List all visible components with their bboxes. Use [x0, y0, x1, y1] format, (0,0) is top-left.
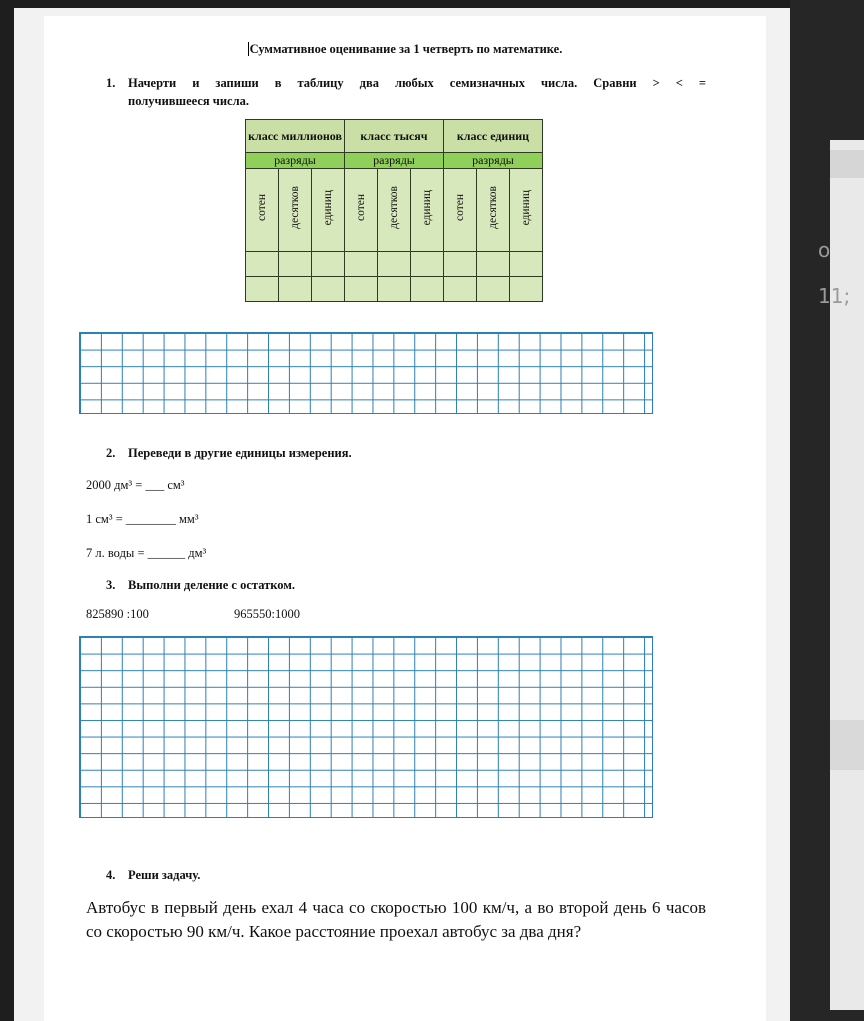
question-number: 4.	[106, 868, 116, 882]
digit-header: десятков	[378, 169, 411, 252]
division-example: 965550:1000	[234, 607, 300, 621]
conversion-item: 7 л. воды = ______ дм³	[86, 546, 207, 560]
question-number: 1.	[106, 76, 116, 90]
table-cell[interactable]	[510, 252, 543, 277]
table-cell[interactable]	[246, 252, 279, 277]
table-cell[interactable]	[345, 252, 378, 277]
table-cell[interactable]	[378, 252, 411, 277]
digit-header: десятков	[279, 169, 312, 252]
question-3	[106, 578, 295, 593]
text-cursor	[248, 42, 249, 56]
digit-header: десятков	[477, 169, 510, 252]
word-problem: Автобус в первый день ехал 4 часа со скоростью 100 км/ч, а во второй день 6 часов со скоростью 90 км/ч. Какое расстояние проехал автобус за два дня?	[86, 898, 706, 941]
table-cell[interactable]	[411, 277, 444, 302]
ranks-label: разряды	[444, 153, 543, 169]
table-cell[interactable]	[411, 252, 444, 277]
table-cell[interactable]	[246, 277, 279, 302]
question-text: Выполни деление с остатком.	[128, 578, 295, 592]
digit-header: сотен	[444, 169, 477, 252]
table-cell[interactable]	[477, 252, 510, 277]
table-cell[interactable]	[444, 252, 477, 277]
table-cell[interactable]	[279, 277, 312, 302]
document-page	[44, 16, 766, 1021]
digit-header: единиц	[411, 169, 444, 252]
digit-header: единиц	[312, 169, 345, 252]
question-2	[106, 446, 352, 461]
table-cell[interactable]	[279, 252, 312, 277]
table-cell[interactable]	[510, 277, 543, 302]
table-cell[interactable]	[378, 277, 411, 302]
question-number: 2.	[106, 446, 116, 460]
ranks-label: разряды	[345, 153, 444, 169]
place-value-table	[245, 119, 543, 302]
background-window	[790, 0, 864, 1021]
background-pane	[830, 140, 864, 1010]
question-4	[106, 868, 200, 883]
page-title: Суммативное оценивание за 1 четверть по математике.	[249, 42, 563, 56]
answer-grid-2	[79, 636, 653, 818]
table-cell[interactable]	[345, 277, 378, 302]
table-cell[interactable]	[477, 277, 510, 302]
table-row	[246, 277, 543, 302]
question-text-continued: получившееся числа.	[128, 94, 249, 108]
document-viewer	[14, 8, 790, 1021]
question-text: Реши задачу.	[128, 868, 201, 882]
question-1	[106, 74, 706, 110]
background-band	[830, 150, 864, 178]
division-example: 825890 :100	[86, 607, 149, 621]
answer-grid-1	[79, 332, 653, 414]
table-row	[246, 252, 543, 277]
question-text: Начерти и запиши в таблицу два любых семизначных числа. Сравни > < =	[128, 76, 706, 90]
question-number: 3.	[106, 578, 116, 592]
background-band	[830, 720, 864, 770]
class-header: класс миллионов	[246, 120, 345, 153]
background-text: 11;	[818, 284, 851, 308]
conversion-item: 2000 дм³ = ___ см³	[86, 478, 185, 492]
digit-header: сотен	[345, 169, 378, 252]
class-header: класс единиц	[444, 120, 543, 153]
table-cell[interactable]	[444, 277, 477, 302]
digit-header: сотен	[246, 169, 279, 252]
ranks-label: разряды	[246, 153, 345, 169]
table-cell[interactable]	[312, 252, 345, 277]
question-text: Переведи в другие единицы измерения.	[128, 446, 352, 460]
class-header: класс тысяч	[345, 120, 444, 153]
digit-header: единиц	[510, 169, 543, 252]
conversion-item: 1 см³ = ________ мм³	[86, 512, 199, 526]
background-text: о	[818, 238, 831, 262]
table-cell[interactable]	[312, 277, 345, 302]
